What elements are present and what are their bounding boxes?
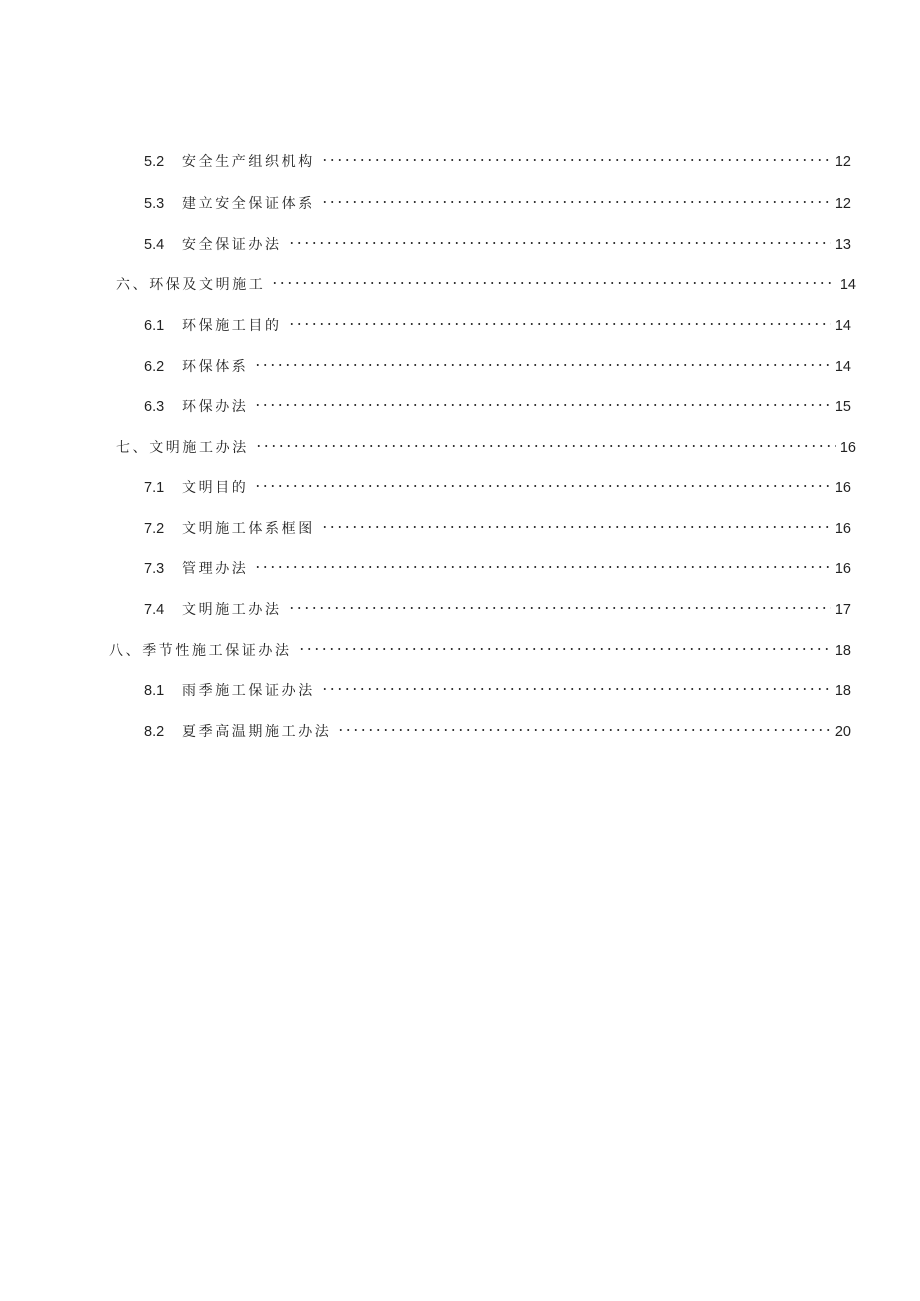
dot-leader [254, 470, 830, 492]
dot-leader [254, 389, 830, 411]
toc-entry-chapter-8[interactable] [109, 633, 851, 659]
toc-entry-6-3[interactable] [144, 389, 851, 415]
dot-leader [321, 144, 831, 166]
toc-entry-number: 7.4 [144, 602, 165, 618]
toc-entry-number: 7.2 [144, 521, 165, 537]
toc-entry-title: 六、环保及文明施工 [116, 277, 266, 293]
toc-entry-title: 夏季高温期施工办法 [182, 724, 332, 740]
toc-entry-7-1[interactable] [144, 470, 851, 496]
dot-leader [255, 430, 836, 452]
toc-entry-page: 13 [834, 237, 851, 253]
toc-entry-page: 14 [834, 318, 851, 334]
dot-leader [271, 267, 835, 289]
toc-entry-title: 环保施工目的 [182, 318, 282, 334]
toc-entry-number: 6.3 [144, 399, 165, 415]
toc-entry-title: 八、季节性施工保证办法 [109, 643, 292, 659]
toc-entry-7-3[interactable] [144, 551, 851, 577]
toc-entry-page: 16 [839, 440, 856, 456]
toc-entry-number: 6.1 [144, 318, 165, 334]
toc-entry-page: 16 [834, 561, 851, 577]
toc-entry-page: 20 [834, 724, 851, 740]
dot-leader [254, 551, 830, 573]
dot-leader [254, 349, 830, 371]
toc-entry-8-1[interactable] [144, 673, 851, 699]
toc-entry-6-1[interactable] [144, 308, 851, 334]
toc-entry-title: 文明施工体系框图 [182, 521, 315, 537]
toc-entry-number: 5.4 [144, 237, 165, 253]
toc-entry-page: 15 [834, 399, 851, 415]
toc-entry-number: 8.1 [144, 683, 165, 699]
dot-leader [337, 714, 830, 736]
toc-entry-5-4[interactable] [144, 227, 851, 253]
toc-entry-5-2[interactable] [144, 144, 851, 170]
dot-leader [321, 511, 831, 533]
toc-entry-page: 14 [839, 277, 856, 293]
toc-entry-number: 5.2 [144, 154, 165, 170]
dot-leader [321, 186, 831, 208]
toc-entry-title: 环保体系 [182, 359, 249, 375]
toc-entry-number: 5.3 [144, 196, 165, 212]
toc-entry-chapter-7[interactable] [116, 430, 856, 456]
toc-entry-title: 安全保证办法 [182, 237, 282, 253]
toc-entry-title: 建立安全保证体系 [182, 196, 315, 212]
dot-leader [288, 592, 831, 614]
toc-entry-number: 6.2 [144, 359, 165, 375]
toc-entry-page: 14 [834, 359, 851, 375]
toc-entry-7-2[interactable] [144, 511, 851, 537]
toc-entry-6-2[interactable] [144, 349, 851, 375]
toc-entry-page: 12 [834, 154, 851, 170]
toc-entry-number: 8.2 [144, 724, 165, 740]
dot-leader [321, 673, 831, 695]
toc-entry-page: 12 [834, 196, 851, 212]
toc-entry-5-3[interactable] [144, 186, 851, 212]
toc-entry-title: 环保办法 [182, 399, 249, 415]
toc-entry-page: 16 [834, 480, 851, 496]
dot-leader [288, 227, 831, 249]
toc-entry-number: 7.1 [144, 480, 165, 496]
toc-entry-page: 18 [834, 683, 851, 699]
toc-entry-8-2[interactable] [144, 714, 851, 740]
toc-entry-page: 17 [834, 602, 851, 618]
toc-entry-page: 18 [834, 643, 851, 659]
toc-entry-page: 16 [834, 521, 851, 537]
toc-entry-title: 安全生产组织机构 [182, 154, 315, 170]
dot-leader [298, 633, 831, 655]
toc-entry-title: 文明目的 [182, 480, 249, 496]
toc-entry-title: 管理办法 [182, 561, 249, 577]
toc-entry-chapter-6[interactable] [116, 267, 856, 293]
toc-entry-title: 雨季施工保证办法 [182, 683, 315, 699]
toc-entry-title: 文明施工办法 [182, 602, 282, 618]
toc-entry-title: 七、文明施工办法 [116, 440, 249, 456]
dot-leader [288, 308, 831, 330]
toc-entry-7-4[interactable] [144, 592, 851, 618]
toc-entry-number: 7.3 [144, 561, 165, 577]
